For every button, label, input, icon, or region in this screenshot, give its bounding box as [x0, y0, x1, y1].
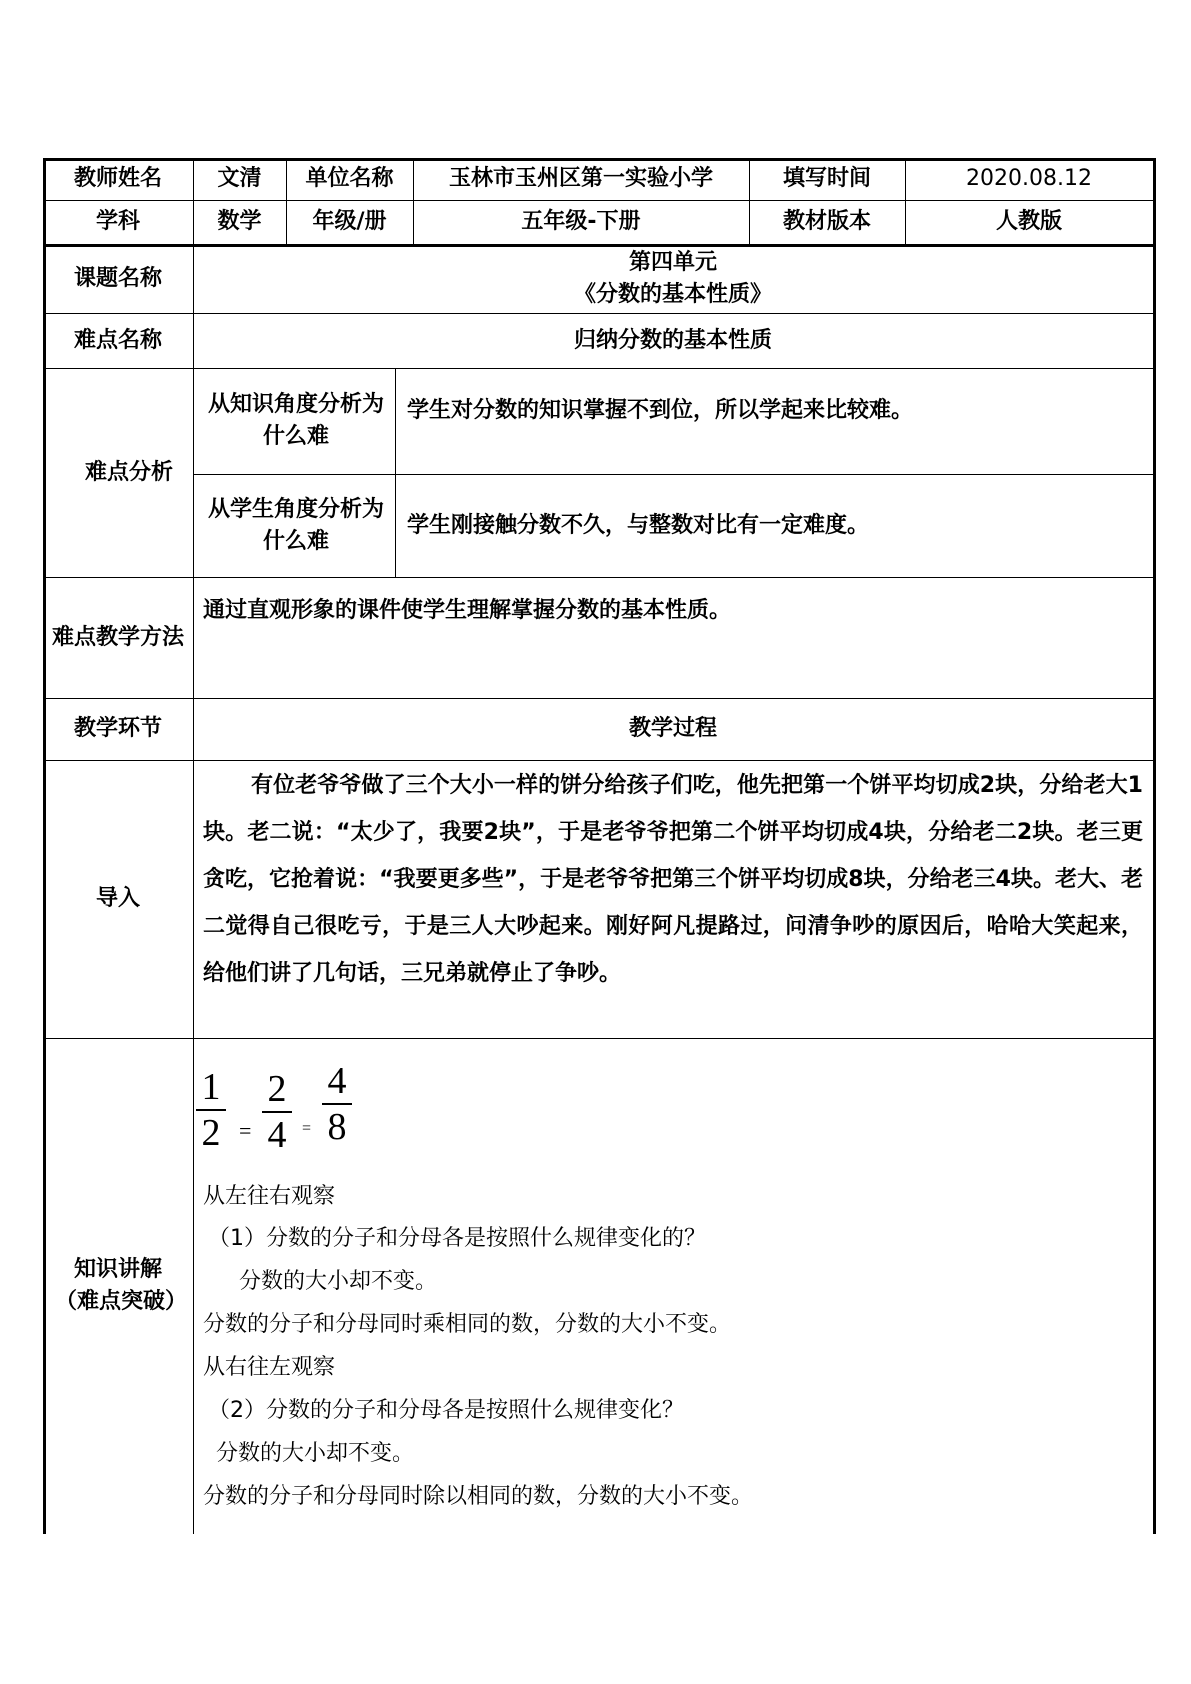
method-label: 难点教学方法: [51, 624, 184, 650]
observe-right-to-left: 从右往左观察: [203, 1355, 336, 1380]
grade-value: 五年级-下册: [521, 209, 641, 234]
rule-right: [1153, 158, 1156, 1534]
teacher-value: 文清: [217, 166, 262, 191]
question-2: （2）分数的分子和分母各是按照什么规律变化？: [208, 1398, 684, 1423]
topic-title: 《分数的基本性质》: [573, 281, 772, 307]
intro-label: 导入: [95, 886, 140, 911]
date-label: 填写时间: [782, 166, 871, 191]
fraction-1-denominator: 2: [201, 1112, 221, 1154]
lesson-plan-table: [43, 158, 1156, 1534]
subject-label: 学科: [95, 209, 140, 234]
edition-value: 人教版: [995, 209, 1062, 234]
equals-sign-2: =: [302, 1120, 312, 1137]
fraction-1-bar: [196, 1109, 226, 1111]
method-value: 通过直观形象的课件使学生理解掌握分数的基本性质。: [203, 598, 732, 623]
rule-analysis-col: [395, 368, 396, 577]
rule-intro: [43, 1038, 1156, 1039]
question-1: （1）分数的分子和分母各是按照什么规律变化的？: [208, 1226, 706, 1251]
fraction-4-8: [322, 1062, 352, 1146]
fraction-1-numerator: 1: [201, 1066, 221, 1108]
date-value: 2020.08.12: [966, 166, 1092, 191]
rule-divide: 分数的分子和分母同时除以相同的数，分数的大小不变。: [203, 1484, 754, 1509]
teacher-label: 教师姓名: [73, 166, 162, 191]
subject-value: 数学: [217, 209, 262, 234]
observe-left-to-right: 从左往右观察: [203, 1184, 336, 1209]
fraction-2-numerator: 2: [267, 1068, 287, 1110]
fraction-3-denominator: 8: [327, 1106, 347, 1148]
student-angle-value: 学生刚接触分数不久，与整数对比有一定难度。: [407, 512, 870, 538]
knowledge-label: 知识讲解（难点突破）: [55, 1257, 188, 1314]
grade-label: 年级/册: [312, 209, 387, 234]
fraction-3-numerator: 4: [327, 1060, 347, 1102]
knowledge-angle-value: 学生对分数的知识掌握不到位，所以学起来比较难。: [407, 398, 914, 423]
edition-label: 教材版本: [782, 209, 871, 234]
knowledge-angle-label: 从知识角度分析为什么难: [207, 392, 384, 449]
unit-value: 玉林市玉州区第一实验小学: [448, 166, 713, 191]
answer-2: 分数的大小却不变。: [216, 1441, 415, 1466]
equals-sign-1: =: [239, 1118, 252, 1143]
difficulty-label: 难点名称: [73, 327, 162, 353]
rule-multiply: 分数的分子和分母同时乘相同的数，分数的大小不变。: [203, 1312, 732, 1337]
process-header: 教学过程: [628, 716, 717, 741]
intro-text: 有位老爷爷做了三个大小一样的饼分给孩子们吃，他先把第一个饼平均切成2块，分给老大1块。老二说：“太少了，我要2块”，于是老爷爷把第二个饼平均切成4块，分给老二2块。老三更贪吃，它抢着说：“我要更多些”，于是老爷爷把第三个饼平均切成8块，分给老三4块。老大、老二觉得自己很吃亏，于是三人大吵起来。刚好阿凡提路过，问清争吵的原因后，哈哈大笑起来，给他们讲了几句话，三兄弟就停止了争吵。: [203, 773, 1144, 986]
topic-unit: 第四单元: [628, 249, 717, 275]
fraction-3-bar: [322, 1103, 352, 1105]
analysis-label: 难点分析: [84, 459, 173, 485]
unit-label: 单位名称: [305, 166, 394, 191]
rule-process-header: [43, 760, 1156, 761]
answer-1: 分数的大小却不变。: [239, 1269, 438, 1294]
student-angle-label: 从学生角度分析为什么难: [207, 496, 384, 554]
stage-header: 教学环节: [73, 716, 162, 741]
fraction-2-4: [262, 1070, 292, 1154]
topic-label: 课题名称: [73, 265, 162, 291]
rule-analysis: [43, 577, 1156, 578]
fraction-2-bar: [262, 1111, 292, 1113]
difficulty-value: 归纳分数的基本性质: [573, 327, 772, 353]
fraction-1-2: [196, 1068, 226, 1152]
topic-value: [193, 244, 1153, 313]
fraction-2-denominator: 4: [267, 1114, 287, 1156]
